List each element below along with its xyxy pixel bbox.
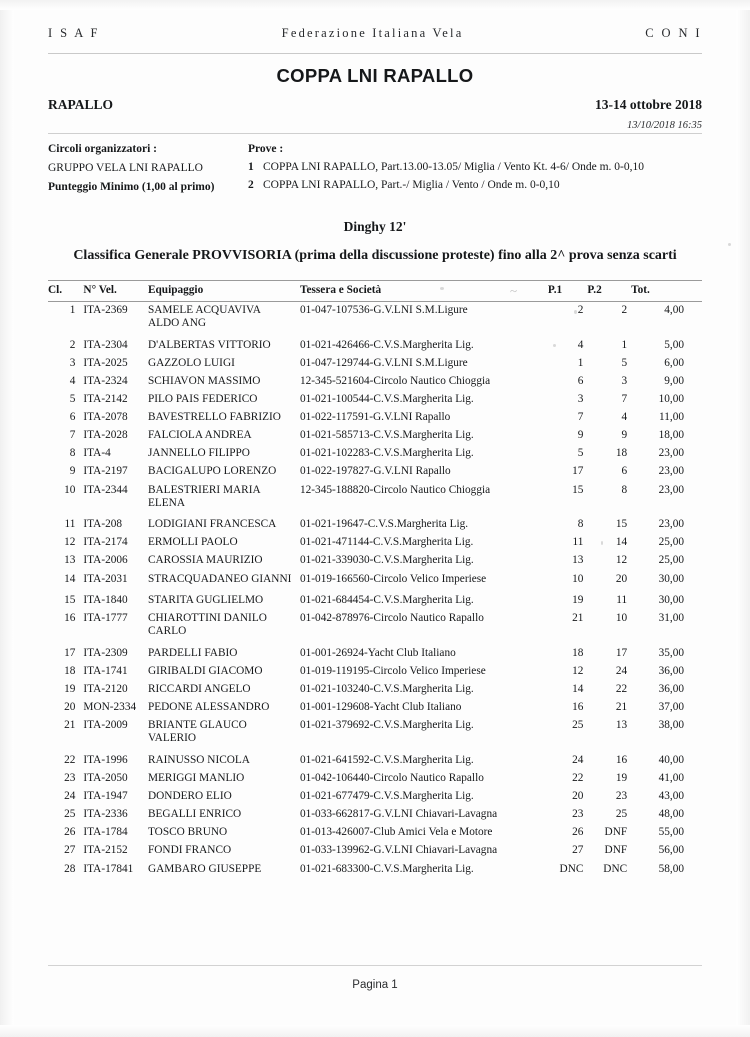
printed-timestamp: 13/10/2018 16:35 [627,120,702,131]
cell-crew: JANNELLO FILIPPO [147,447,250,460]
cell-total: 36,00 [658,664,684,677]
cell-sail-number: ITA-2344 [83,483,128,496]
cell-club: 01-021-100544-C.V.S.Margherita Lig. [300,393,474,406]
cell-total: 40,00 [658,753,684,766]
cell-race2: DNC [603,862,628,875]
cell-race2: 21 [615,701,628,714]
cell-total: 41,00 [658,772,684,785]
cell-sail-number: ITA-2336 [83,808,128,821]
venue-label: RAPALLO [48,97,114,112]
cell-club: 01-001-26924-Yacht Club Italiano [300,646,456,659]
coni-label: C O N I [645,26,702,40]
cell-crew: D'ALBERTAS VITTORIO [147,338,271,351]
table-row [48,681,702,699]
cell-crew: FONDI FRANCO [147,844,232,857]
col-header-total: Tot. [631,280,702,301]
cell-race2: 6 [621,465,628,478]
cell-sail-number: ITA-2120 [83,683,128,696]
cell-rank: 27 [64,844,76,857]
cell-race2: 1 [621,338,628,351]
cell-total: 23,00 [658,483,684,496]
cell-rank: 18 [64,664,76,677]
footer-divider [48,965,702,966]
cell-sail-number: ITA-4 [83,447,111,460]
cell-race1: 3 [577,393,584,406]
cell-race2: 12 [615,554,628,567]
class-name: Dinghy 12' [343,219,407,234]
cell-race2: 17 [615,646,628,659]
cell-race1: 20 [572,790,584,803]
cell-total: 38,00 [658,719,684,732]
cell-race1: 14 [572,683,584,696]
cell-race2: 13 [615,719,628,732]
race-description: COPPA LNI RAPALLO, Part.13.00-13.05/ Miglia / Vento Kt. 4-6/ Onde m. 0-0,10 [263,161,645,173]
table-row [48,588,702,610]
cell-race2: 10 [615,612,628,625]
cell-crew: GAMBARO GIUSEPPE [147,862,262,875]
cell-sail-number: ITA-17841 [83,862,134,875]
cell-club: 01-021-426466-C.V.S.Margherita Lig. [300,338,474,351]
cell-crew: RAINUSSO NICOLA [147,753,250,766]
table-row [48,570,702,588]
cell-rank: 16 [64,612,76,625]
cell-sail-number: ITA-2304 [83,338,128,351]
table-row [48,301,702,333]
cell-race2: 23 [615,790,628,803]
cell-sail-number: ITA-2028 [83,429,128,442]
document-content [48,0,702,878]
cell-race2: 11 [616,594,628,607]
cell-sail-number: ITA-2369 [83,304,128,317]
cell-club: 01-021-641592-C.V.S.Margherita Lig. [300,753,474,766]
cell-sail-number: ITA-2006 [83,554,128,567]
cell-club: 01-047-107536-G.V.LNI S.M.Ligure [300,304,468,317]
cell-club: 01-033-139962-G.V.LNI Chiavari-Lavagna [300,844,498,857]
cell-club: 01-022-197827-G.V.LNI Rapallo [300,465,451,478]
cell-rank: 19 [64,683,76,696]
table-row [48,391,702,409]
cell-crew: SCHIAVON MASSIMO [147,374,261,387]
cell-rank: 14 [64,572,76,585]
cell-race1: 6 [577,374,584,387]
federation-band [48,26,702,41]
cell-rank: 28 [64,862,76,875]
cell-race1: 5 [577,447,584,460]
cell-club: 01-001-129608-Yacht Club Italiano [300,701,462,714]
table-row [48,641,702,663]
cell-club: 01-021-677479-C.V.S.Margherita Lig. [300,790,474,803]
cell-sail-number: ITA-2078 [83,411,128,424]
cell-crew: BALESTRIERI MARIA ELENA [147,483,260,509]
cell-crew: TOSCO BRUNO [147,826,228,839]
cell-crew: STARITA GUGLIELMO [147,594,264,607]
cell-race2: 9 [621,429,628,442]
cell-sail-number: ITA-2031 [83,572,128,585]
cell-crew: MERIGGI MANLIO [147,772,245,785]
cell-crew: ERMOLLI PAOLO [147,536,238,549]
table-row [48,610,702,641]
cell-total: 25,00 [658,536,684,549]
cell-rank: 12 [64,536,76,549]
cell-crew: GIRIBALDI GIACOMO [147,664,263,677]
table-row [48,806,702,824]
scan-edge-right [736,0,750,1037]
cell-race1: 23 [572,808,584,821]
cell-total: 23,00 [658,518,684,531]
table-row [48,372,702,390]
cell-race1: DNC [559,862,584,875]
table-row [48,788,702,806]
scoring-system: Punteggio Minimo (1,00 al primo) [48,181,215,193]
organizer-name: GRUPPO VELA LNI RAPALLO [48,162,203,174]
table-row [48,842,702,860]
cell-race2: DNF [604,844,628,857]
classification-title: Classifica Generale PROVVISORIA (prima della discussione proteste) fino alla 2^ prova senza scarti [73,248,677,263]
cell-club: 01-021-585713-C.V.S.Margherita Lig. [300,429,474,442]
cell-club: 01-042-878976-Circolo Nautico Rapallo [300,612,484,625]
cell-crew: STRACQUADANEO GIANNI [147,572,292,585]
cell-race1: 21 [572,612,584,625]
cell-crew: BRIANTE GLAUCO VALERIO [147,719,247,745]
table-row [48,699,702,717]
cell-rank: 15 [64,594,76,607]
cell-race1: 8 [577,518,584,531]
cell-total: 35,00 [658,646,684,659]
cell-club: 01-047-129744-G.V.LNI S.M.Ligure [300,356,468,369]
cell-race2: 25 [615,808,628,821]
cell-club: 01-022-117591-G.V.LNI Rapallo [300,411,451,424]
cell-club: 01-021-379692-C.V.S.Margherita Lig. [300,719,474,732]
cell-crew: RICCARDI ANGELO [147,683,251,696]
results-table-body [48,301,702,878]
cell-race1: 13 [572,554,584,567]
scan-speck [728,243,731,246]
cell-race2: 7 [621,393,628,406]
table-row [48,463,702,481]
cell-total: 6,00 [664,356,684,369]
col-header-club: Tessera e Società [300,280,548,301]
table-row [48,552,702,570]
scan-edge-bottom [0,1025,750,1037]
cell-race1: 11 [572,536,584,549]
cell-race2: 20 [615,572,628,585]
cell-race1: 25 [572,719,584,732]
cell-race2: 2 [621,304,628,317]
cell-crew: GAZZOLO LUIGI [147,356,235,369]
cell-club: 12-345-521604-Circolo Nautico Chioggia [300,374,491,387]
scan-smudge: ~ [510,283,518,298]
cell-race2: 24 [615,664,628,677]
cell-total: 5,00 [664,338,684,351]
cell-club: 01-033-662817-G.V.LNI Chiavari-Lavagna [300,808,498,821]
table-row [48,860,702,878]
cell-total: 31,00 [658,612,684,625]
cell-race2: 5 [621,356,628,369]
cell-total: 18,00 [658,429,684,442]
races-label: Prove : [248,143,284,155]
cell-rank: 4 [69,374,76,387]
cell-race1: 16 [572,701,584,714]
cell-race1: 18 [572,646,584,659]
cell-race2: 15 [615,518,628,531]
table-row [48,427,702,445]
race-description: COPPA LNI RAPALLO, Part.-/ Miglia / Vento / Onde m. 0-0,10 [263,179,560,191]
info-divider [48,133,702,134]
cell-total: 9,00 [664,374,684,387]
cell-race2: DNF [604,826,628,839]
cell-crew: PARDELLI FABIO [147,646,238,659]
cell-race2: 22 [615,683,628,696]
col-header-rank: Cl. [48,280,83,301]
cell-race1: 22 [572,772,584,785]
cell-race1: 2 [577,304,584,317]
cell-race2: 16 [615,753,628,766]
race-entry [248,161,702,173]
cell-race1: 1 [577,356,584,369]
cell-race1: 4 [577,338,584,351]
results-table-head [48,280,702,301]
table-row [48,662,702,680]
cell-total: 48,00 [658,808,684,821]
cell-total: 55,00 [658,826,684,839]
cell-total: 56,00 [658,844,684,857]
cell-total: 23,00 [658,465,684,478]
cell-race1: 27 [572,844,584,857]
cell-rank: 11 [64,518,76,531]
cell-crew: LODIGIANI FRANCESCA [147,518,277,531]
cell-club: 01-013-426007-Club Amici Vela e Motore [300,826,493,839]
cell-rank: 3 [69,356,76,369]
page-footer: Pagina 1 [352,979,398,991]
cell-race1: 10 [572,572,584,585]
cell-rank: 13 [64,554,76,567]
organizers-block [48,143,248,193]
cell-crew: BACIGALUPO LORENZO [147,465,277,478]
cell-total: 43,00 [658,790,684,803]
table-row [48,717,702,748]
cell-sail-number: ITA-1784 [83,826,128,839]
cell-sail-number: ITA-208 [83,518,123,531]
cell-race1: 24 [572,753,584,766]
cell-race2: 3 [621,374,628,387]
cell-sail-number: ITA-2324 [83,374,128,387]
table-row [48,748,702,770]
cell-sail-number: ITA-2197 [83,465,128,478]
cell-rank: 21 [64,719,76,732]
table-row [48,824,702,842]
event-info [48,143,702,193]
cell-crew: DONDERO ELIO [147,790,232,803]
header-divider [48,53,702,54]
venue-row [48,97,702,113]
cell-sail-number: ITA-2142 [83,393,128,406]
cell-sail-number: ITA-1840 [83,594,128,607]
cell-club: 01-042-106440-Circolo Nautico Rapallo [300,772,484,785]
cell-race1: 26 [572,826,584,839]
cell-total: 37,00 [658,701,684,714]
cell-rank: 1 [69,304,76,317]
cell-rank: 23 [64,772,76,785]
cell-rank: 8 [69,447,76,460]
organizers-label: Circoli organizzatori : [48,143,158,155]
cell-total: 30,00 [658,572,684,585]
cell-race1: 15 [572,483,584,496]
cell-club: 01-019-119195-Circolo Velico Imperiese [300,664,486,677]
cell-sail-number: ITA-1741 [83,664,128,677]
cell-total: 25,00 [658,554,684,567]
cell-rank: 6 [69,411,76,424]
cell-rank: 5 [69,393,76,406]
col-header-race1: P.1 [548,280,588,301]
cell-club: 01-019-166560-Circolo Velico Imperiese [300,572,487,585]
cell-race1: 9 [577,429,584,442]
table-row [48,534,702,552]
cell-rank: 20 [64,701,76,714]
scan-edge-left [0,0,14,1037]
event-dates: 13-14 ottobre 2018 [595,97,702,112]
cell-club: 01-021-102283-C.V.S.Margherita Lig. [300,447,474,460]
cell-crew: CAROSSIA MAURIZIO [147,554,263,567]
cell-rank: 2 [69,338,76,351]
table-header-row [48,280,702,301]
cell-sail-number: ITA-2152 [83,844,128,857]
race-number: 1 [248,161,254,173]
cell-crew: CHIAROTTINI DANILO CARLO [147,612,267,638]
cell-rank: 9 [69,465,76,478]
cell-race1: 19 [572,594,584,607]
cell-crew: BEGALLI ENRICO [147,808,242,821]
table-row [48,409,702,427]
cell-rank: 26 [64,826,76,839]
cell-club: 01-021-471144-C.V.S.Margherita Lig. [300,536,474,549]
cell-crew: PILO PAIS FEDERICO [147,393,258,406]
cell-race2: 18 [615,447,628,460]
cell-sail-number: ITA-1996 [83,753,128,766]
cell-race2: 8 [621,483,628,496]
cell-sail-number: ITA-2025 [83,356,128,369]
cell-sail-number: ITA-2050 [83,772,128,785]
cell-rank: 24 [64,790,76,803]
cell-race1: 12 [572,664,584,677]
cell-race1: 7 [577,411,584,424]
cell-club: 01-021-19647-C.V.S.Margherita Lig. [300,518,469,531]
cell-race1: 17 [572,465,584,478]
cell-race2: 4 [621,411,628,424]
cell-sail-number: MON-2334 [83,701,137,714]
table-row [48,770,702,788]
cell-race2: 19 [615,772,628,785]
cell-total: 4,00 [664,304,684,317]
cell-sail-number: ITA-1777 [83,612,128,625]
cell-crew: BAVESTRELLO FABRIZIO [147,411,281,424]
cell-total: 10,00 [658,393,684,406]
cell-club: 01-021-103240-C.V.S.Margherita Lig. [300,683,474,696]
table-row [48,354,702,372]
cell-crew: PEDONE ALESSANDRO [147,701,270,714]
cell-race2: 14 [615,536,628,549]
col-header-sailno: N° Vel. [83,280,148,301]
cell-sail-number: ITA-2309 [83,646,128,659]
cell-total: 58,00 [658,862,684,875]
col-header-race2: P.2 [587,280,631,301]
races-block [248,143,702,193]
page-title: COPPA LNI RAPALLO [276,65,474,86]
cell-crew: SAMELE ACQUAVIVA ALDO ANG [147,304,261,330]
cell-total: 30,00 [658,594,684,607]
cell-crew: FALCIOLA ANDREA [147,429,252,442]
isaf-label: I S A F [48,26,100,40]
cell-sail-number: ITA-1947 [83,790,128,803]
table-row [48,333,702,355]
federation-label: Federazione Italiana Vela [281,26,464,40]
cell-rank: 17 [64,646,76,659]
cell-total: 23,00 [658,447,684,460]
cell-sail-number: ITA-2174 [83,536,128,549]
race-number: 2 [248,179,254,191]
cell-rank: 22 [64,753,76,766]
cell-total: 11,00 [659,411,684,424]
results-table [48,280,702,879]
table-row [48,445,702,463]
cell-rank: 10 [64,483,76,496]
table-row [48,512,702,534]
cell-rank: 25 [64,808,76,821]
cell-rank: 7 [69,429,76,442]
cell-club: 12-345-188820-Circolo Nautico Chioggia [300,483,491,496]
cell-club: 01-021-683300-C.V.S.Margherita Lig. [300,862,474,875]
cell-sail-number: ITA-2009 [83,719,128,732]
race-entry [248,179,702,191]
cell-club: 01-021-339030-C.V.S.Margherita Lig. [300,554,474,567]
col-header-crew: Equipaggio [148,280,300,301]
table-row [48,481,702,512]
cell-club: 01-021-684454-C.V.S.Margherita Lig. [300,594,474,607]
cell-total: 36,00 [658,683,684,696]
